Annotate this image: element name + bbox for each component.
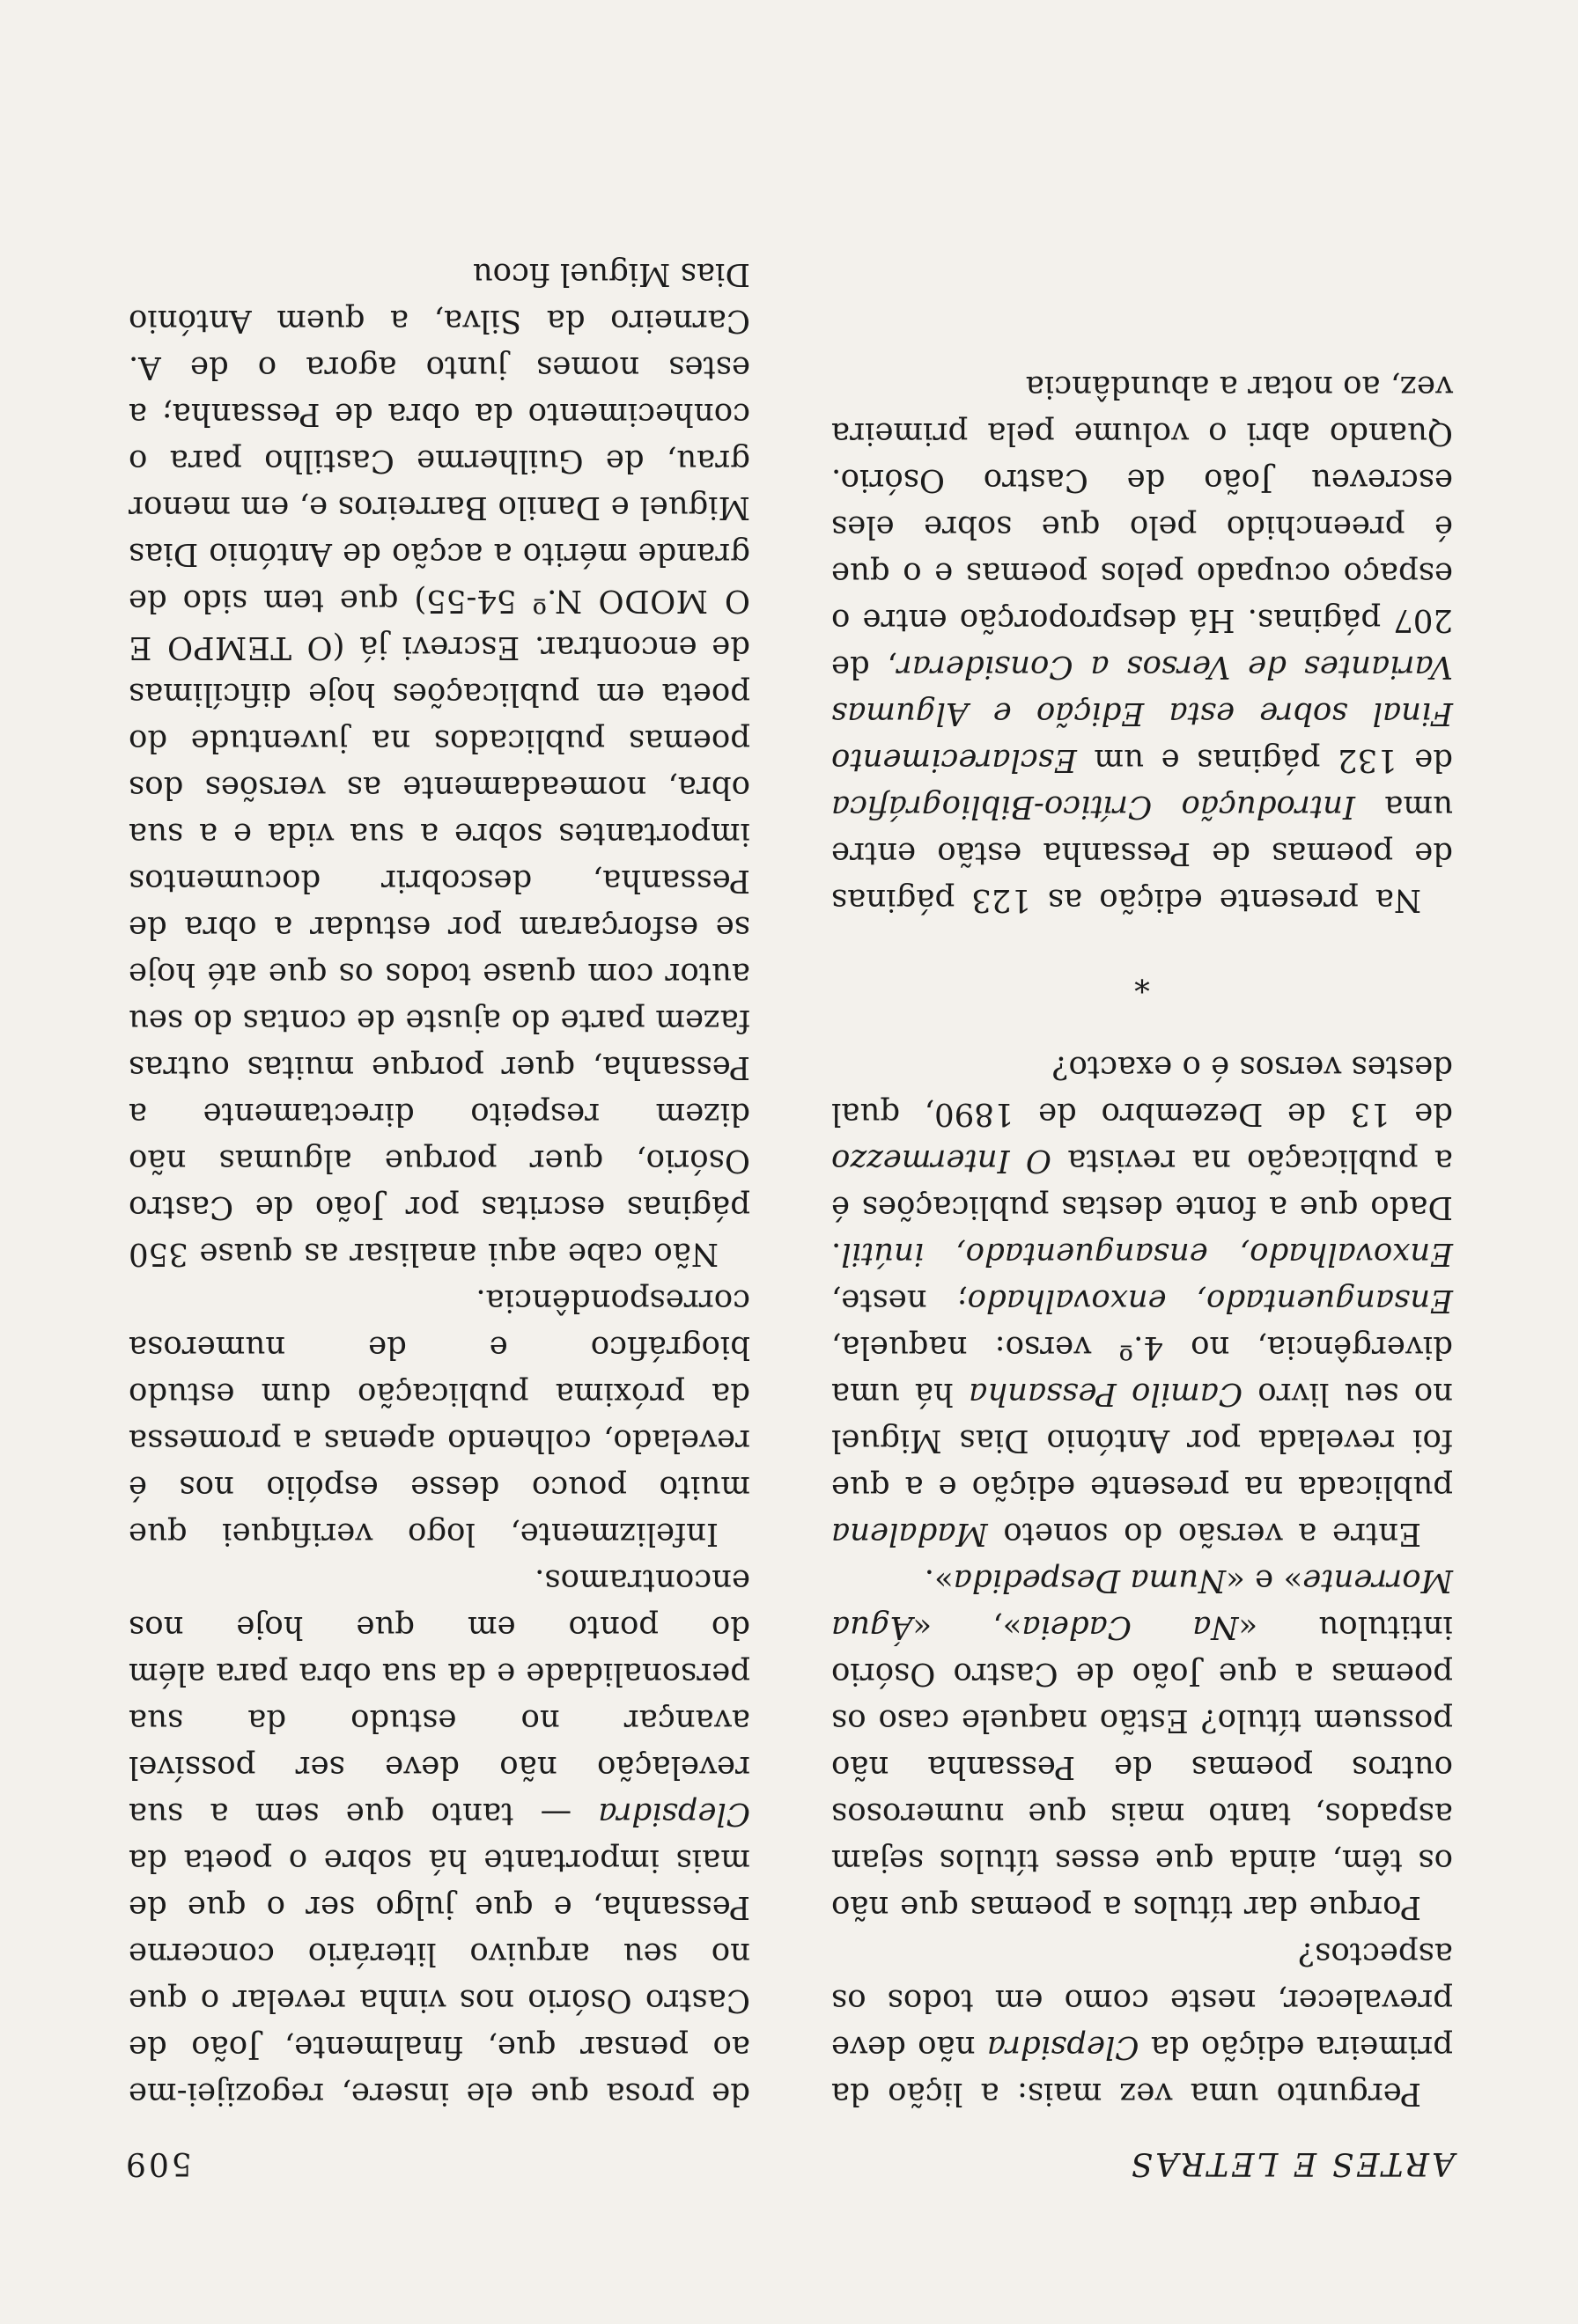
paragraph: Na presente edição as 123 páginas de poemas de Pessanha estão entre uma Introdução Crítico-Bibliográfica de 132 páginas e um Esclarecimento Final sobre esta Edição e Algumas Variantes de Versos a Considerar, de 207 páginas. Há desproporção entre o espaço ocupado pelos poemas e o que é preenchido pelo que sobre eles escreveu João de Castro Osório. Quando abri o volume pela primeira vez, ao notar a abundância	[831, 369, 1453, 918]
running-head	[123, 2146, 1455, 2181]
right-column	[129, 251, 750, 2117]
page-number: 509	[123, 2145, 192, 2181]
paragraph: Pergunto uma vez mais: a lição da primeira edição da Clepsidra não deve prevalecer, neste como em todos os aspectos?	[831, 1936, 1453, 2112]
left-column	[831, 364, 1453, 2117]
paragraph: Infelizmente, logo verifiquei que muito pouco desse espólio nos é revelado, colhendo apenas a promessa da próxima publicação dum estudo biográfico e de numerosa correspondência.	[129, 1283, 750, 1552]
paragraph: Porque dar títulos a poemas que não os têm, ainda que esses títulos sejam aspados, tanto mais que numerosos outros poemas de Pessanha não possuem título? Estão naquele caso os poemas a que João de Castro Osório intitulou «Na Cadeia», «Água Morrente» e «Numa Despedida».	[830, 1563, 1453, 1925]
paragraph: de prosa que ele insere, regozijei-me ao pensar que, finalmente, João de Castro Osório nos vinha revelar o que no seu arquivo literário concerne Pessanha, e que julgo ser o que de mais importante há sobre o poeta da Clepsidra — tanto que sem a sua revelação não deve ser possível avançar no estudo da sua personalidade e da sua obra para além do ponto em que hoje nos encontramos.	[129, 1563, 750, 2112]
paragraph: Não cabe aqui analisar as quase 350 páginas escritas por João de Castro Osório, quer porque algumas não dizem respeito directamente a Pessanha, quer porque muitas outras fazem parte do ajuste de contas do seu autor com quase todos os que até hoje se esforçaram por estudar a obra de Pessanha, descobrir documentos importantes sobre a sua vida e a sua obra, nomeadamente as versões dos poemas publicados na juventude do poeta em publicações hoje dificílimas de encontrar. Escrevi já (O TEMPO E O MODO N.º 54-55) que tem sido de grande mérito a acção de António Dias Miguel e Danilo Barreiros e, em menor grau, de Guilherme Castilho para o conhecimento da obra de Pessanha; a estes nomes junto agora o de A. Carneiro da Silva, a quem António Dias Miguel ficou	[129, 256, 750, 1272]
section-break-asterism: *	[1134, 962, 1150, 998]
paragraph: Entre a versão do soneto Madalena publicada na presente edição e a que foi revelada por António Dias Miguel no seu livro Camilo Pessanha há uma divergência, no 4.º verso: naquela, Ensanguentado, enxovalhado; neste, Enxovalhado, ensanguentado, inútil. Dado que a fonte destas publicações é a publicação na revista O Intermezzo de 13 de Dezembro de 1890, qual destes versos é o exacto?	[831, 1049, 1453, 1552]
running-title: ARTES E LETRAS	[1128, 2145, 1455, 2181]
